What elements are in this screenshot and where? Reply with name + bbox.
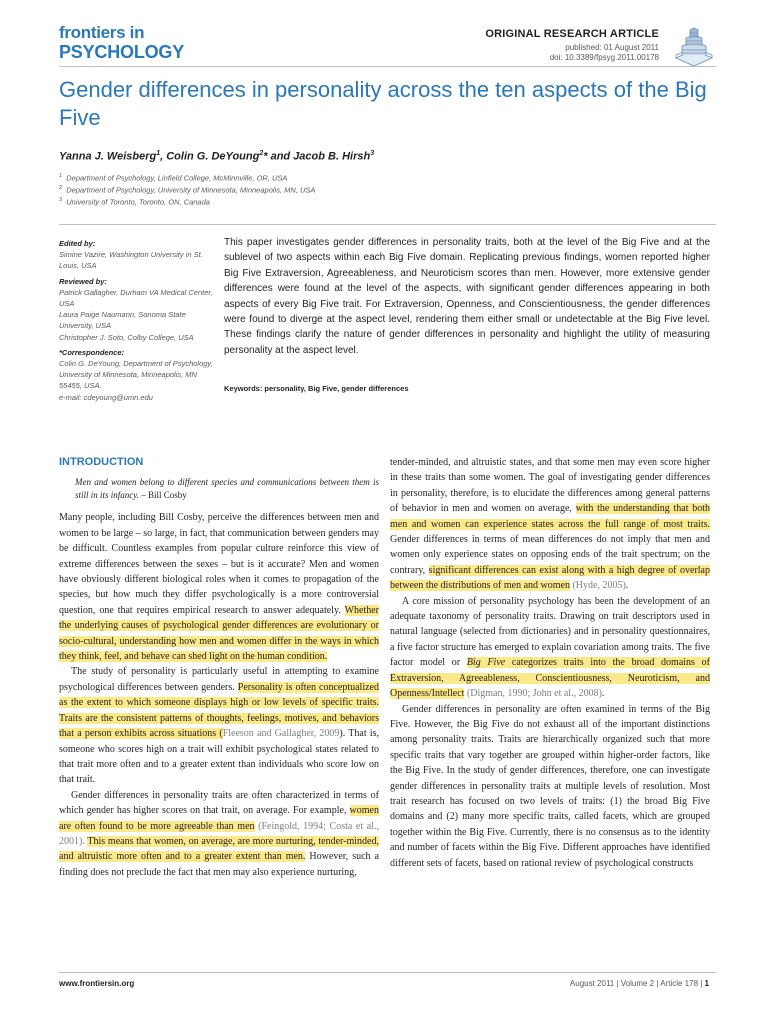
citation-link[interactable]: (Digman, 1990; John et al., 2008) (464, 688, 602, 700)
author-sup: 2 (259, 150, 264, 157)
author-separator: , (160, 150, 167, 163)
corresponding-star: * (263, 150, 268, 163)
affiliation-sup: 2 (59, 185, 63, 191)
affiliation-text: University of Toronto, Toronto, ON, Canada (66, 197, 210, 207)
footer-rule (59, 972, 716, 973)
reviewer: Patrick Gallagher, Durham VA Medical Center, USA (59, 287, 213, 309)
doi: doi: 10.3389/fpsyg.2011.00178 (549, 53, 659, 62)
author-separator: and (267, 150, 294, 163)
author-name: Colin G. DeYoung (166, 150, 260, 163)
paragraph (59, 510, 379, 664)
highlighted-text: Whether the underlying causes of psychological gender differences are evolutionary or socio-cultural, understanding how men and women differ in the ways in which they think, feel, and behave can shed light on the human condition. (59, 604, 379, 663)
published-date: published: 01 August 2011 (565, 43, 659, 52)
highlighted-text: This means that women, on average, are more nurturing, tender-minded, and altruistic more often and to a greater extent than men. (59, 835, 379, 863)
paragraph (390, 455, 710, 594)
text-run: A core mission of personality psychology has been the development of an adequate taxonomy of personality traits. Drawing on trait descriptors used in natural language (selected from dictionaries) and in personality questionnaires, a five factor structure has emerged to explain covariation among traits. The five factor model or (390, 595, 710, 669)
correspondence-label: *Correspondence: (59, 347, 125, 357)
editor: Simine Vazire, Washington University in St. Louis, USA (59, 250, 203, 271)
highlighted-term: Big Five (466, 657, 506, 669)
epigraph-attribution: – Bill Cosby (139, 490, 187, 501)
epigraph-quote: Men and women belong to different species and communications between them is still in its infancy. (75, 477, 379, 501)
affiliation-sup: 1 (59, 173, 63, 179)
journal-url[interactable]: www.frontiersin.org (59, 979, 135, 988)
affiliation-sup: 3 (59, 197, 63, 203)
paragraph (390, 594, 710, 702)
journal-logo-line2: PSYCHOLOGY (59, 42, 185, 62)
journal-emblem-icon (672, 24, 716, 68)
section-heading-introduction: INTRODUCTION (59, 456, 144, 468)
text-run: Many people, including Bill Cosby, perceive the differences between men and women to be large – so large, in fact, that communication between genders may be difficult. Countless examples from popular culture reinforce this view of extreme differences between the sexes – but is it accurate? Men and women have obviously different biological roles when it comes to propagation of the species, but how much they differ psychologically is a more controversial question, one that requires empirical research to answer adequately. (59, 512, 379, 616)
author-sup: 1 (156, 150, 161, 157)
reviewer: Christopher J. Soto, Colby College, USA (59, 332, 194, 342)
reviewer: Laura Paige Naumann, Sonoma State University, USA (59, 310, 186, 331)
reviewed-by-label: Reviewed by: (59, 276, 107, 286)
paragraph (59, 664, 379, 787)
author-list (59, 150, 374, 163)
highlighted-text: women are often found to be more agreeable than men (59, 805, 379, 832)
text-run: . (601, 688, 605, 700)
citation-link[interactable]: Fleeson and Gallagher, 2009 (222, 728, 340, 740)
body-column-left (59, 455, 379, 880)
affiliation-text: Department of Psychology, Linfield College, McMinnville, OR, USA (66, 173, 288, 183)
text-run: . (625, 580, 629, 592)
affiliation-2 (59, 185, 315, 195)
highlighted-text: significant differences can exist along with a high degree of overlap between the distributions of men and women (390, 564, 710, 592)
highlighted-text: categorizes traits into the broad domains of Extraversion, Agreeableness, Conscientiousness, Neuroticism, and Openness/Intellect (390, 657, 710, 700)
keywords: Keywords: personality, Big Five, gender differences (224, 384, 409, 393)
citation-link[interactable]: (Hyde, 2005) (569, 580, 626, 592)
highlighted-text: Personality is often conceptualized as the extent to which someone displays high or low levels of specific traits. Traits are the consistent patterns of thoughts, feelings, motives, and behaviors that a person exhibits across situations ( (59, 681, 379, 740)
text-run: ). That is, someone who scores high on a trait will exhibit psychological states related to that trait more often and to a greater extent than individuals who score low on that trait. (59, 728, 379, 786)
author-sup: 3 (370, 150, 375, 157)
text-run: Gender differences in personality are often examined in terms of the Big Five. However, the Big Five do not exhaust all of the important distinctions among personality traits. Traits are hierarchically organized such that more specific traits that vary together are grouped within higher-order factors, like the Big Five. In the study of gender differences, therefore, one can investigate gender differences in personality traits at multiple levels of resolution. Most trait research has focused on two levels of traits: (1) the broad Big Five domains and (2) many more specific traits, called facets, which are grouped together within the Big Five. Currently, there is no consensus as to the identity and number of facets within the Big Five. Different approaches have identified different sets of facets, based on rational review of psychological constructs (390, 703, 710, 869)
text-run: Gender differences in terms of mean differences do not imply that men and women only experience states on opposing ends of the trait spectrum; on the contrary, (390, 534, 710, 576)
body-column-right (390, 455, 710, 871)
article-type: ORIGINAL RESEARCH ARTICLE (485, 28, 659, 40)
text-run: Gender differences in personality traits are often characterized in terms of which gender has higher scores on that trait, on average. For example, (59, 789, 379, 817)
article-title: Gender differences in personality across the ten aspects of the Big Five (59, 77, 707, 130)
text-run: However, such a finding does not preclude the fact that men may also experience nurturing, (59, 851, 379, 878)
correspondence-address: Colin G. DeYoung, Department of Psychology, University of Minnesota, Minneapolis, MN 55455, USA. (59, 359, 213, 391)
page-number: 1 (704, 979, 709, 988)
correspondence-email[interactable]: e-mail: cdeyoung@umn.edu (59, 392, 153, 402)
text-run: tender-minded, and altruistic states, and that some men may even score higher in these traits than some women. The goal of investigating gender differences in personality, therefore, is to elucidate the differences among general patterns of behavior in men and women on average, (390, 457, 710, 515)
affiliation-text: Department of Psychology, University of Minnesota, Minneapolis, MN, USA (66, 185, 316, 195)
affiliation-3 (59, 197, 210, 207)
citation-link[interactable]: (Feingold, 1994; Costa et al., 2001). (59, 820, 379, 847)
author-name: Jacob B. Hirsh (293, 150, 371, 163)
author-name: Yanna J. Weisberg (59, 150, 157, 163)
text-run: The study of personality is particularly useful in attempting to examine psychological differences between genders. (59, 666, 379, 693)
paragraph (390, 702, 710, 871)
edited-by-label: Edited by: (59, 239, 96, 248)
epigraph (59, 476, 379, 502)
section-rule (59, 224, 716, 225)
issue-info: August 2011 | Volume 2 | Article 178 | (569, 979, 705, 988)
journal-logo-line1: frontiers in (59, 23, 145, 42)
header-rule (59, 66, 716, 67)
affiliation-1 (59, 173, 287, 183)
paragraph (59, 788, 379, 880)
highlighted-text: with the understanding that both men and women can experience states across the full range of most traits. (390, 503, 710, 530)
abstract: This paper investigates gender differences in personality traits, both at the level of the Big Five and at the sublevel of two aspects within each Big Five domain. Replicating previous findings, women reported higher Big Five Extraversion, Agreeableness, and Neuroticism scores than men. However, more extensive gender differences were found at the level of the aspects, with significant gender differences appearing in both aspects of every Big Five trait. For Extraversion, Openness, and Conscientiousness, the gender differences were found to diverge at the aspect level, rendering them either small or undetectable at the Big Five level. These findings clarify the nature of gender differences in personality and highlight the utility of measuring personality at the aspect level. (224, 237, 710, 356)
footer-info (570, 979, 709, 988)
editorial-info (59, 236, 214, 403)
